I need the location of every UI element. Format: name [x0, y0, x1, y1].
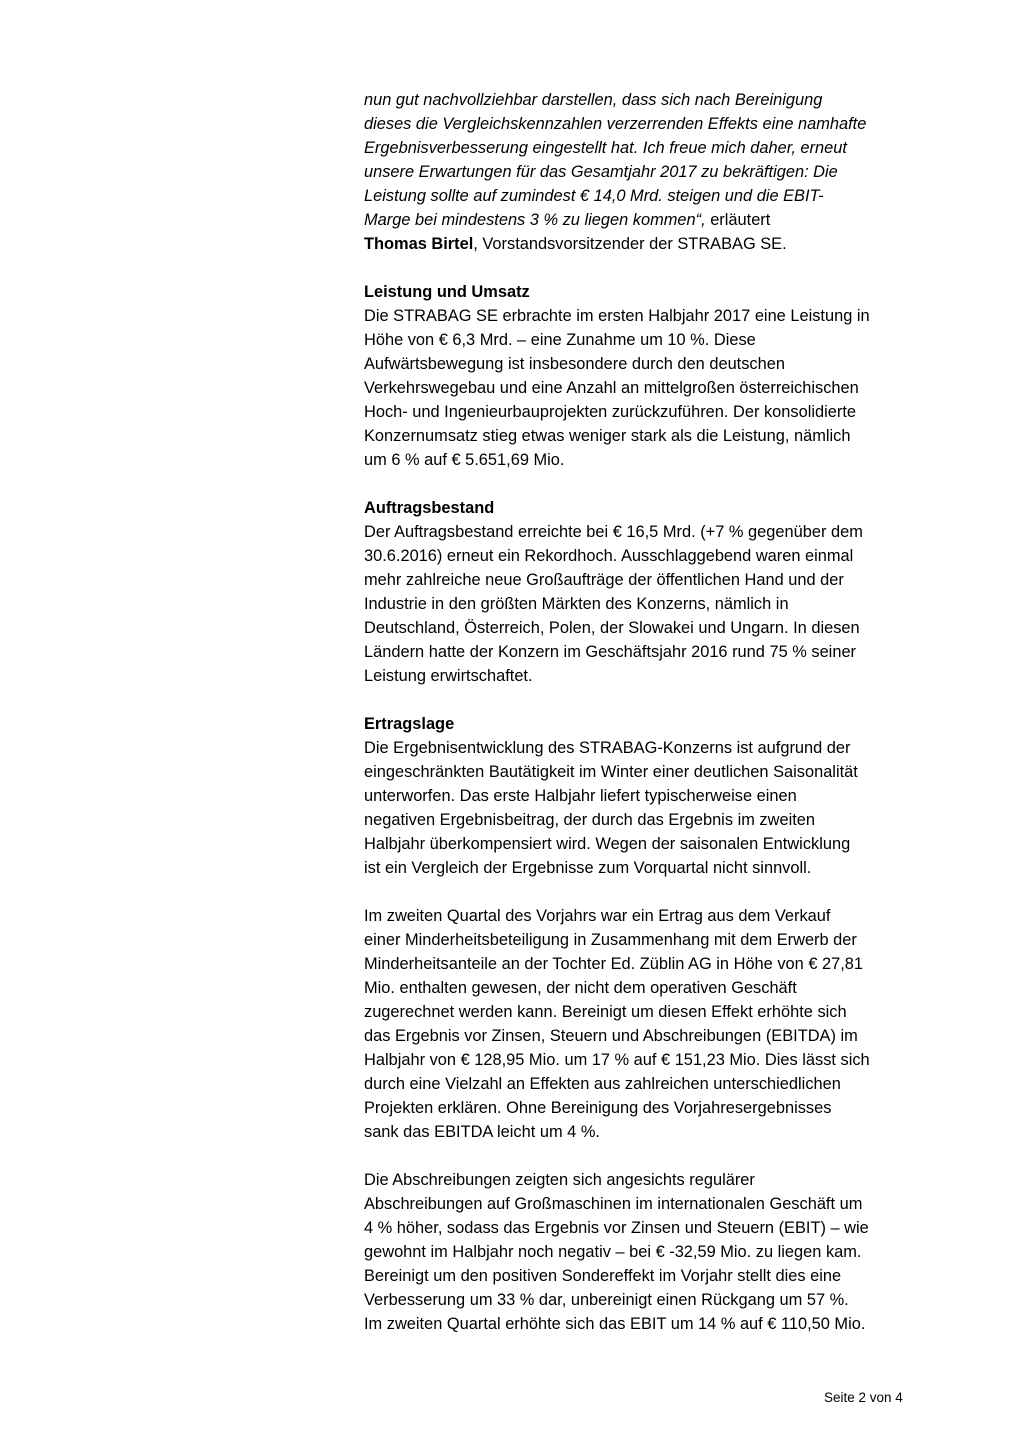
text-line: Mio. enthalten gewesen, der nicht dem operativen Geschäft	[364, 979, 797, 997]
quote-end: Marge bei mindestens 3 % zu liegen kommen“,	[364, 211, 706, 229]
document-body	[364, 88, 954, 1336]
text-line: Im zweiten Quartal des Vorjahrs war ein Ertrag aus dem Verkauf	[364, 907, 831, 925]
text-line: Verbesserung um 33 % dar, unbereinigt einen Rückgang um 57 %.	[364, 1291, 849, 1309]
paragraph	[364, 736, 954, 880]
text-line: unterworfen. Das erste Halbjahr liefert typischerweise einen	[364, 787, 797, 805]
text-line: Die Abschreibungen zeigten sich angesichts regulärer	[364, 1171, 755, 1189]
text-line: 4 % höher, sodass das Ergebnis vor Zinsen und Steuern (EBIT) – wie	[364, 1219, 869, 1237]
text-line: Leistung sollte auf zumindest € 14,0 Mrd. steigen und die EBIT-	[364, 187, 824, 205]
text-line: Die Ergebnisentwicklung des STRABAG-Konzerns ist aufgrund der	[364, 739, 851, 757]
text-line: um 6 % auf € 5.651,69 Mio.	[364, 451, 565, 469]
text-line: gewohnt im Halbjahr noch negativ – bei € -32,59 Mio. zu liegen kam.	[364, 1243, 862, 1261]
text-line: Der Auftragsbestand erreichte bei € 16,5 Mrd. (+7 % gegenüber dem	[364, 523, 863, 541]
text-line: Leistung erwirtschaftet.	[364, 667, 533, 685]
paragraph	[364, 904, 954, 1144]
text-line: Minderheitsanteile an der Tochter Ed. Züblin AG in Höhe von € 27,81	[364, 955, 864, 973]
text-line: eingeschränkten Bautätigkeit im Winter einer deutlichen Saisonalität	[364, 763, 858, 781]
text-line: dieses die Vergleichskennzahlen verzerrenden Effekts eine namhafte	[364, 115, 867, 133]
section-auftragsbestand	[364, 496, 954, 688]
text-line: Abschreibungen auf Großmaschinen im internationalen Geschäft um	[364, 1195, 863, 1213]
text-line	[364, 232, 954, 256]
text-line	[364, 208, 954, 232]
quote-paragraph	[364, 88, 954, 256]
attribution-verb: erläutert	[705, 211, 771, 229]
speaker-role: , Vorstandsvorsitzender der STRABAG SE.	[473, 235, 787, 253]
text-line: einer Minderheitsbeteiligung in Zusammenhang mit dem Erwerb der	[364, 931, 857, 949]
section-heading: Ertragslage	[364, 715, 455, 733]
text-line: nun gut nachvollziehbar darstellen, dass sich nach Bereinigung	[364, 91, 823, 109]
page-number: Seite 2 von 4	[824, 1390, 903, 1405]
text-line: Projekten erklären. Ohne Bereinigung des Vorjahresergebnisses	[364, 1099, 832, 1117]
section-ertragslage	[364, 712, 954, 1336]
text-line: Im zweiten Quartal erhöhte sich das EBIT um 14 % auf € 110,50 Mio.	[364, 1315, 866, 1333]
text-line: Verkehrswegebau und eine Anzahl an mittelgroßen österreichischen	[364, 379, 859, 397]
text-line: Deutschland, Österreich, Polen, der Slowakei und Ungarn. In diesen	[364, 619, 860, 637]
section-heading: Leistung und Umsatz	[364, 283, 530, 301]
text-line: negativen Ergebnisbeitrag, der durch das Ergebnis im zweiten	[364, 811, 815, 829]
text-line: Halbjahr überkompensiert wird. Wegen der saisonalen Entwicklung	[364, 835, 851, 853]
text-line: Aufwärtsbewegung ist insbesondere durch den deutschen	[364, 355, 785, 373]
section-leistung	[364, 280, 954, 472]
text-line: Ländern hatte der Konzern im Geschäftsjahr 2016 rund 75 % seiner	[364, 643, 857, 661]
text-line: Halbjahr von € 128,95 Mio. um 17 % auf € 151,23 Mio. Dies lässt sich	[364, 1051, 870, 1069]
text-line: Die STRABAG SE erbrachte im ersten Halbjahr 2017 eine Leistung in	[364, 307, 870, 325]
paragraph	[364, 1168, 954, 1336]
text-line: das Ergebnis vor Zinsen, Steuern und Abschreibungen (EBITDA) im	[364, 1027, 858, 1045]
text-line: Konzernumsatz stieg etwas weniger stark als die Leistung, nämlich	[364, 427, 851, 445]
text-line: ist ein Vergleich der Ergebnisse zum Vorquartal nicht sinnvoll.	[364, 859, 812, 877]
text-line: Hoch- und Ingenieurbauprojekten zurückzuführen. Der konsolidierte	[364, 403, 857, 421]
text-line: 30.6.2016) erneut ein Rekordhoch. Ausschlaggebend waren einmal	[364, 547, 854, 565]
text-line: unsere Erwartungen für das Gesamtjahr 2017 zu bekräftigen: Die	[364, 163, 838, 181]
speaker-name: Thomas Birtel	[364, 235, 474, 253]
text-line: Industrie in den größten Märkten des Konzerns, nämlich in	[364, 595, 789, 613]
text-line: sank das EBITDA leicht um 4 %.	[364, 1123, 600, 1141]
section-heading: Auftragsbestand	[364, 499, 495, 517]
text-line: Bereinigt um den positiven Sondereffekt im Vorjahr stellt dies eine	[364, 1267, 842, 1285]
text-line: mehr zahlreiche neue Großaufträge der öffentlichen Hand und der	[364, 571, 844, 589]
text-line: durch eine Vielzahl an Effekten aus zahlreichen unterschiedlichen	[364, 1075, 841, 1093]
text-line: Höhe von € 6,3 Mrd. – eine Zunahme um 10 %. Diese	[364, 331, 756, 349]
text-line: Ergebnisverbesserung eingestellt hat. Ich freue mich daher, erneut	[364, 139, 847, 157]
text-line: zugerechnet werden kann. Bereinigt um diesen Effekt erhöhte sich	[364, 1003, 847, 1021]
